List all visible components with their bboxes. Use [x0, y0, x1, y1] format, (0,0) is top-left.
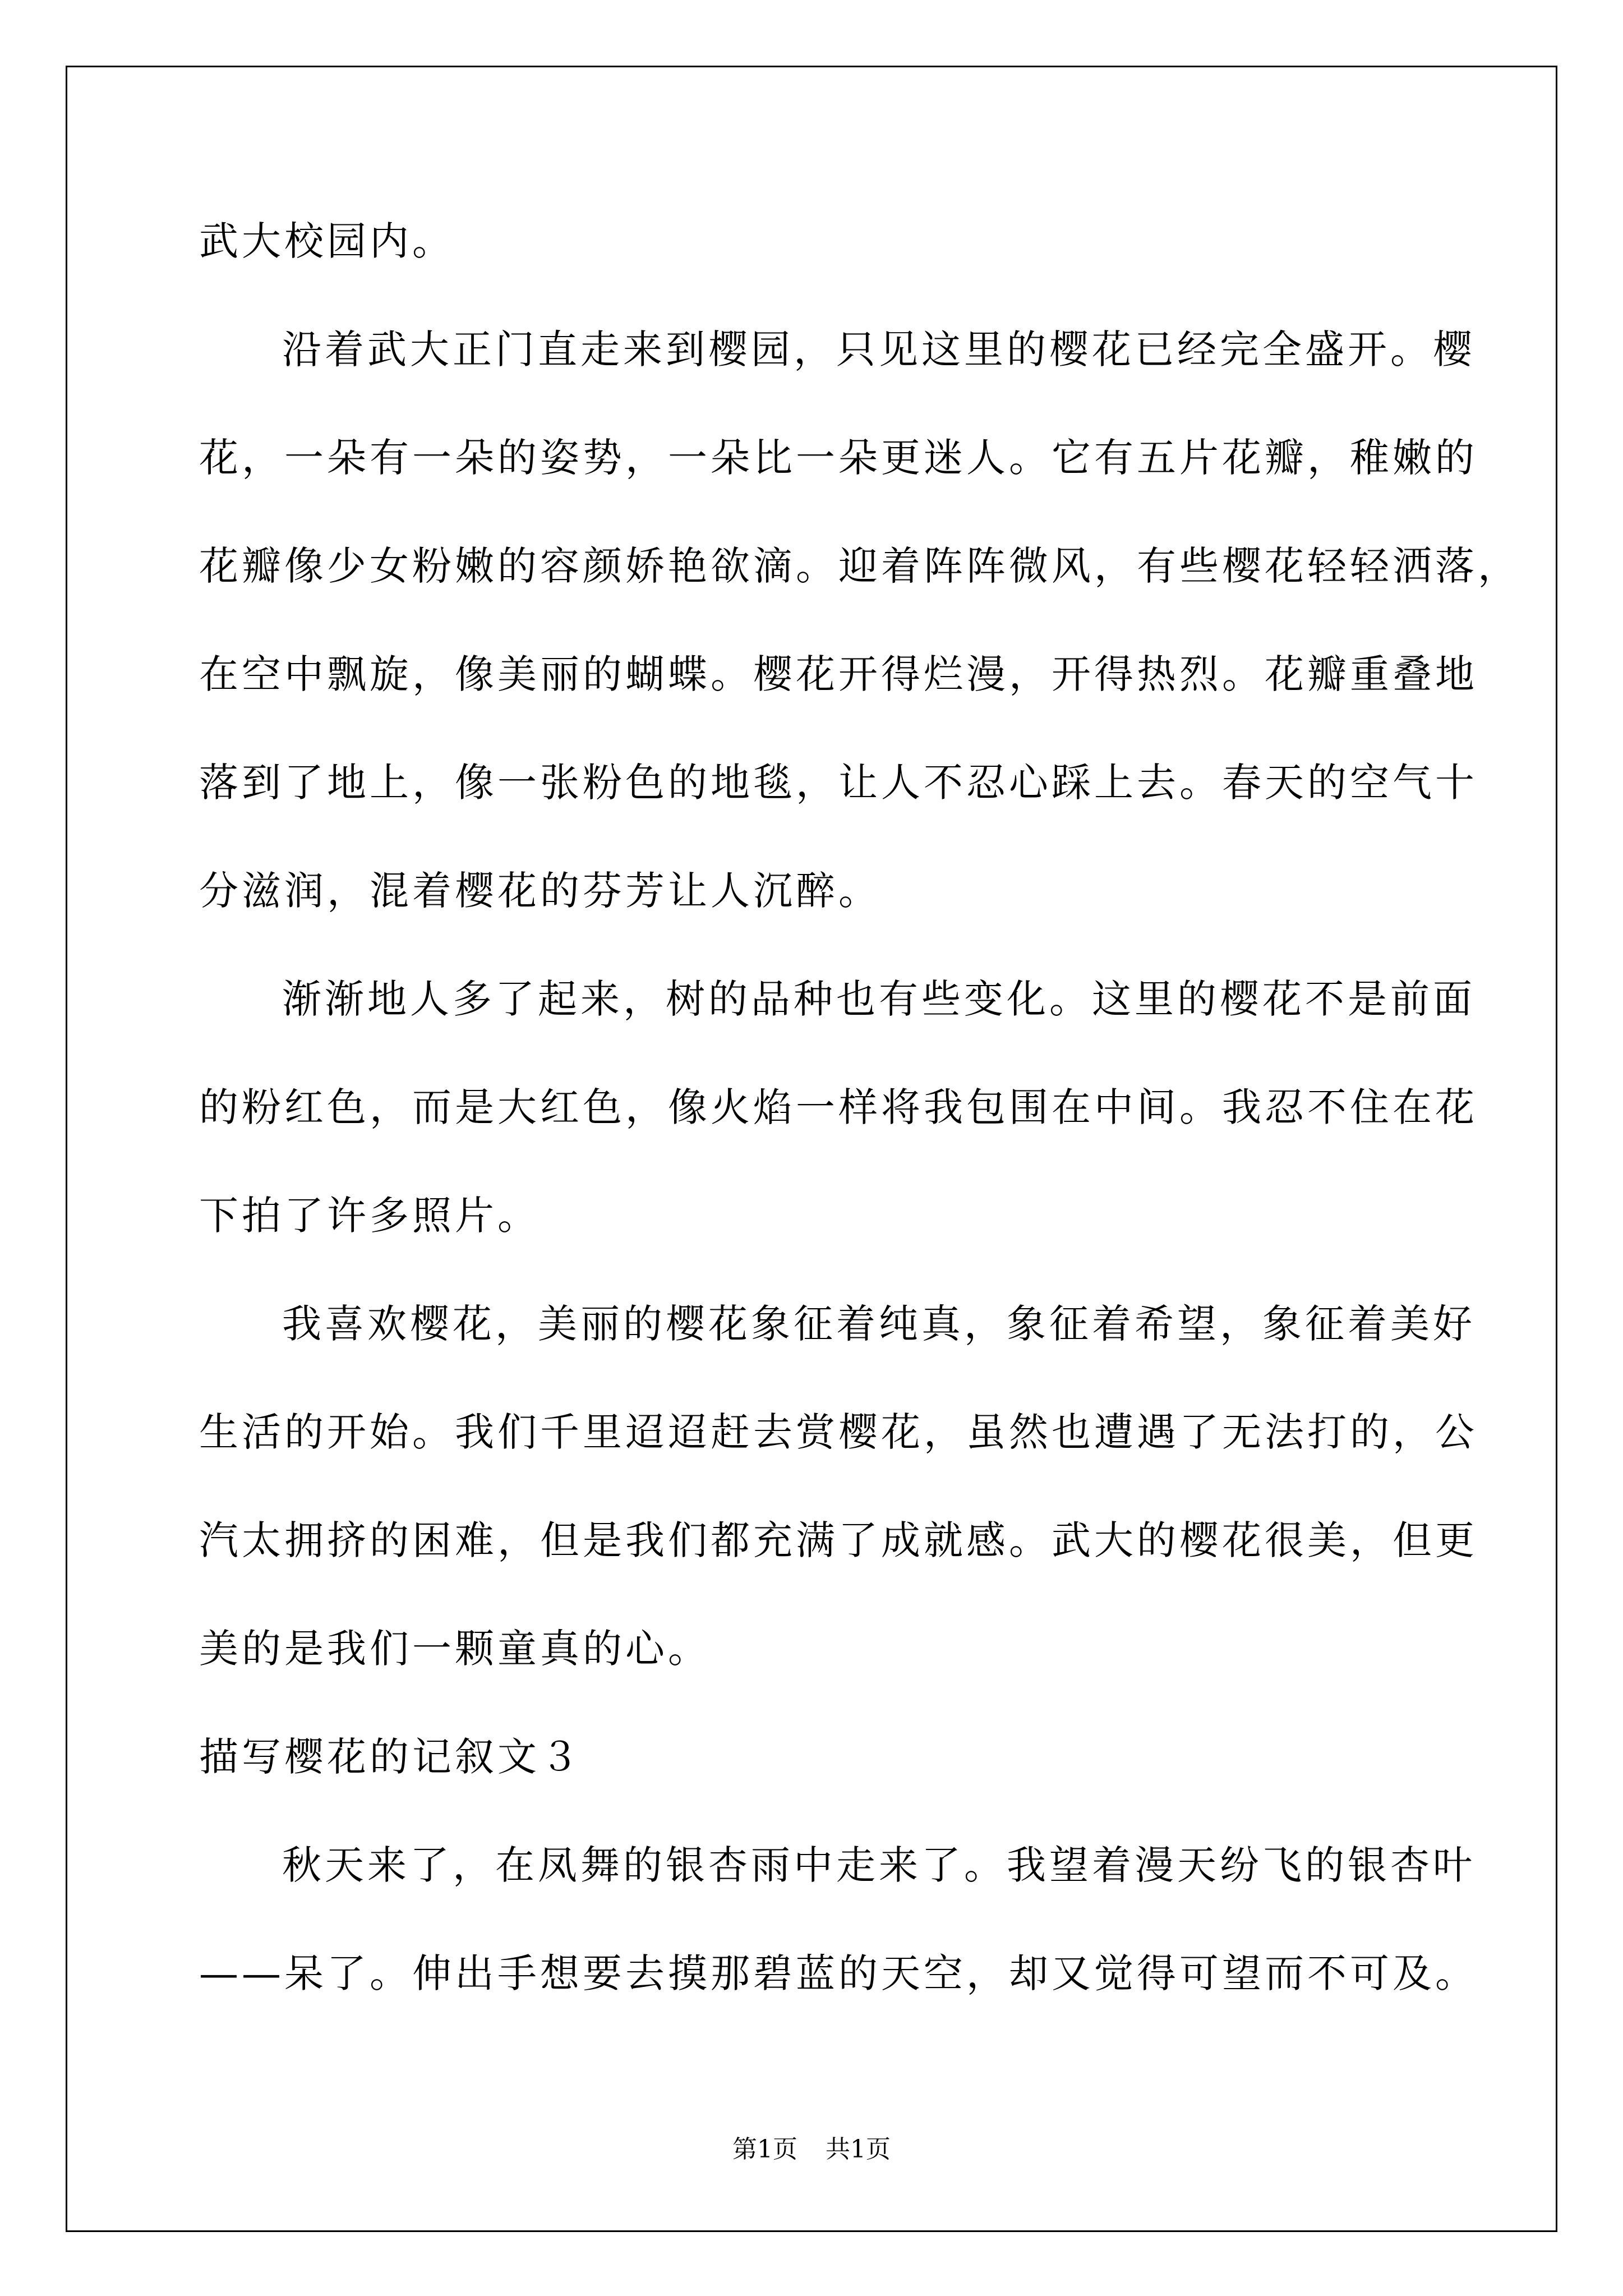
paragraph-first-line: 秋天来了，在凤舞的银杏雨中走来了。我望着漫天纷飞的银杏叶 — [282, 1842, 1476, 1888]
text-line: 分滋润，混着樱花的芬芳让人沉醉。 — [199, 868, 881, 914]
text-line: ——呆了。伸出手想要去摸那碧蓝的天空，却又觉得可望而不可及。 — [199, 1950, 1478, 1996]
text-line: 生活的开始。我们千里迢迢赶去赏樱花，虽然也遭遇了无法打的，公 — [199, 1409, 1478, 1455]
text-line: 武大校园内。 — [199, 218, 455, 264]
text-line: 汽太拥挤的困难，但是我们都充满了成就感。武大的樱花很美，但更 — [199, 1517, 1478, 1563]
text-line: 花，一朵有一朵的姿势，一朵比一朵更迷人。它有五片花瓣，稚嫩的 — [199, 435, 1478, 481]
text-line: 下拍了许多照片。 — [199, 1193, 540, 1239]
text-line: 美的是我们一颗童真的心。 — [199, 1626, 711, 1672]
text-line: 的粉红色，而是大红色，像火焰一样将我包围在中间。我忍不住在花 — [199, 1084, 1478, 1130]
page-border — [66, 66, 1557, 2232]
paragraph-first-line: 我喜欢樱花，美丽的樱花象征着纯真，象征着希望，象征着美好 — [282, 1301, 1476, 1347]
text-line: 在空中飘旋，像美丽的蝴蝶。樱花开得烂漫，开得热烈。花瓣重叠地 — [199, 651, 1478, 697]
text-line: 落到了地上，像一张粉色的地毯，让人不忍心踩上去。春天的空气十 — [199, 760, 1478, 806]
section-heading: 描写樱花的记叙文３ — [199, 1734, 583, 1780]
paragraph-first-line: 渐渐地人多了起来，树的品种也有些变化。这里的樱花不是前面 — [282, 976, 1476, 1022]
page-number-current: 第1页 — [732, 2135, 797, 2164]
page-footer — [0, 2137, 1623, 2162]
page-number-total: 共1页 — [826, 2135, 891, 2164]
paragraph-first-line: 沿着武大正门直走来到樱园，只见这里的樱花已经完全盛开。樱 — [282, 326, 1476, 372]
text-line: 花瓣像少女粉嫩的容颜娇艳欲滴。迎着阵阵微风，有些樱花轻轻洒落， — [199, 543, 1520, 589]
